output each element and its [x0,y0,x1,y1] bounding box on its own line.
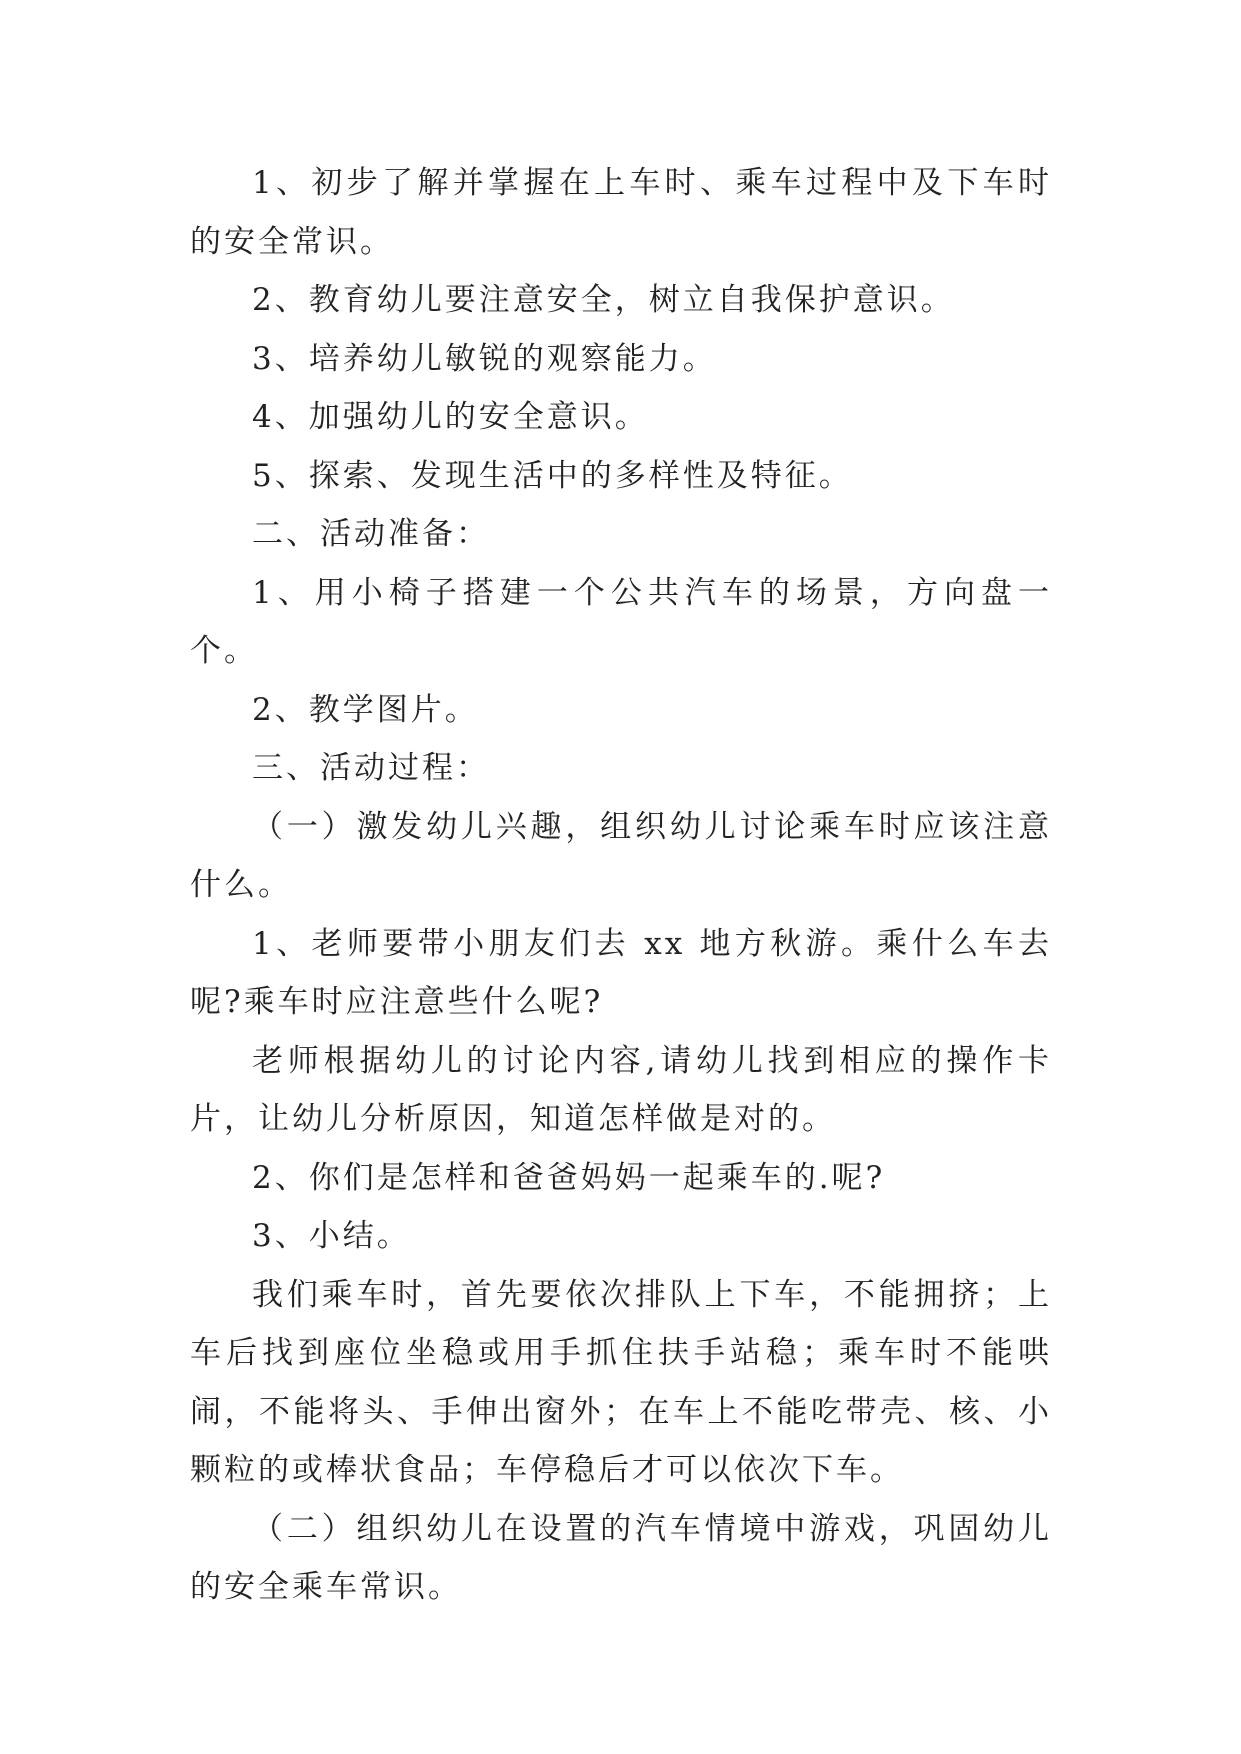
paragraph-teacher-guidance: 老师根据幼儿的讨论内容,请幼儿找到相应的操作卡片，让幼儿分析原因，知道怎样做是对的。 [190,1042,1052,1137]
paragraph-objective-3: 3、培养幼儿敏锐的观察能力。 [252,340,717,377]
paragraph-process-1: 1、老师要带小朋友们去 xx 地方秋游。乘什么车去呢?乘车时应注意些什么呢? [190,925,1052,1020]
paragraph-summary: 我们乘车时，首先要依次排队上下车，不能拥挤；上车后找到座位坐稳或用手抓住扶手站稳；乘车时不能哄闹，不能将头、手伸出窗外；在车上不能吃带壳、核、小颗粒的或棒状食品；车停稳后才可以依次下车。 [190,1276,1052,1488]
section-heading-process: 三、活动过程： [252,750,490,786]
subsection-heading-2: （二）组织幼儿在设置的汽车情境中游戏，巩固幼儿的安全乘车常识。 [190,1510,1052,1605]
paragraph-preparation-2: 2、教学图片。 [252,691,479,728]
paragraph-process-2: 2、你们是怎样和爸爸妈妈一起乘车的.呢? [252,1159,886,1196]
paragraph-objective-1: 1、初步了解并掌握在上车时、乘车过程中及下车时的安全常识。 [190,165,1052,260]
paragraph-objective-2: 2、教育幼儿要注意安全，树立自我保护意识。 [252,282,955,318]
subsection-heading-1: （一）激发幼儿兴趣，组织幼儿讨论乘车时应该注意什么。 [190,808,1052,903]
document-body [190,154,1052,1617]
section-heading-preparation: 二、活动准备： [252,516,490,552]
paragraph-objective-4: 4、加强幼儿的安全意识。 [252,399,649,435]
paragraph-objective-5: 5、探索、发现生活中的多样性及特征。 [252,457,853,494]
paragraph-process-3: 3、小结。 [252,1218,411,1254]
paragraph-preparation-1: 1、用小椅子搭建一个公共汽车的场景，方向盘一个。 [190,574,1052,669]
